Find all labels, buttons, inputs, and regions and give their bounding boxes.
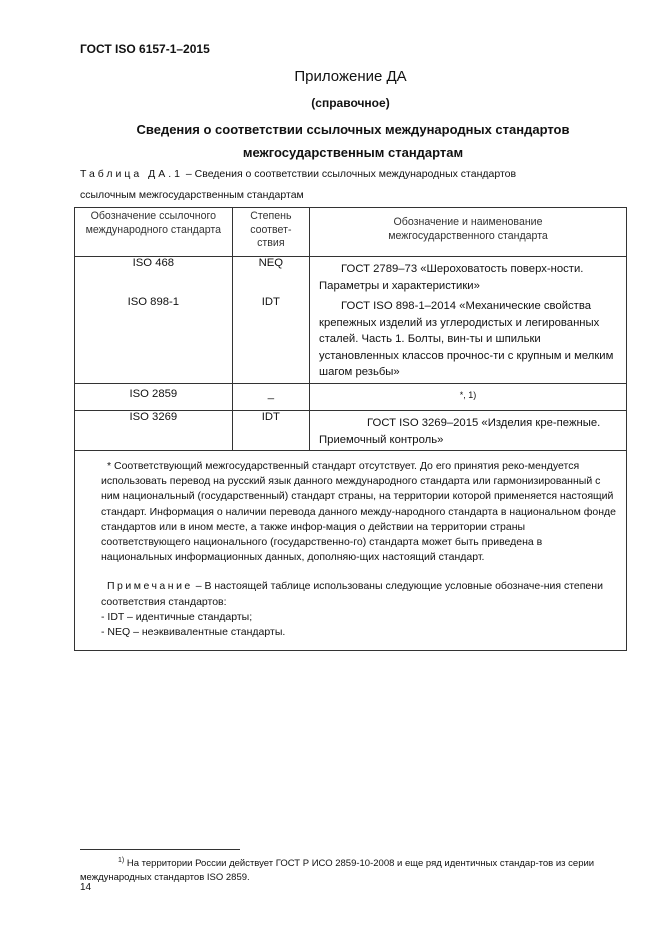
header-international: Обозначение ссылочного международного стандарта — [75, 208, 233, 257]
cell-intl: ISO 2859 — [75, 383, 233, 411]
table-row — [75, 411, 627, 451]
footnote-marker: 1) — [118, 857, 125, 864]
table-row — [75, 257, 627, 297]
footnote-separator — [80, 849, 240, 850]
heading-line-1: Сведения о соответствии ссылочных международных стандартов — [136, 122, 570, 137]
table-header-row — [75, 208, 627, 257]
cell-interstate: ГОСТ ISO 3269–2015 «Изделия кре-пежные. Приемочный контроль» — [310, 411, 627, 451]
note-text: – В настоящей таблице использованы следующие условные обозначе-ния степени соответствия стандартов: — [101, 580, 603, 608]
footnote-text: На территории России действует ГОСТ Р ИСО 2859-10-2008 и еще ряд идентичных стандар-тов из серии международных стандартов ISO 2859. — [80, 858, 595, 884]
page-number: 14 — [80, 882, 92, 893]
table-caption-text-1: Сведения о соответствии ссылочных международных стандартов — [194, 168, 517, 180]
table-note — [101, 579, 616, 609]
note-item-idt: - IDT – идентичные стандарты; — [101, 610, 253, 623]
table-notes-row — [75, 451, 627, 651]
table-caption-text-2: ссылочным межгосударственным стандартам — [80, 189, 304, 201]
header-degree: Степень соответ-ствия — [232, 208, 309, 257]
table-row — [75, 296, 627, 383]
cell-degree: NEQ — [232, 257, 309, 297]
cell-interstate: ГОСТ ISO 898-1–2014 «Механические свойства крепежных изделий из углеродистых и легированных сталей. Часть 1. Болты, вин-ты и шпильки установленных классов прочнос-ти с крупным и мелким шагом резьбы» — [310, 296, 627, 383]
cell-intl: ISO 468 — [75, 257, 233, 297]
table-row — [75, 383, 627, 411]
header-interstate: Обозначение и наименование межгосударственного стандарта — [310, 208, 627, 257]
cell-intl: ISO 898-1 — [75, 296, 233, 383]
heading-line-2: межгосударственным стандартам — [242, 145, 464, 160]
table-caption — [80, 164, 626, 206]
appendix-heading — [80, 118, 626, 164]
star-footnote: * Соответствующий межгосударственный стандарт отсутствует. До его принятия реко-мендуется использовать перевод на русский язык данного международного стандарта или гармонизированный с ним национальный (государственный) стандарт страны, на территории которой применяется настоящий стандарт. Информация о наличии перевода данного между-народного стандарта в национальном фонде стандартов или в ином месте, а также инфор-мация о действии на территории страны соответствующего национального (государственно-го) стандарта может быть приведена в национальных информационных данных, дополняю-щих настоящий стандарт. — [101, 460, 617, 564]
table-notes — [75, 451, 627, 651]
cell-degree: IDT — [232, 296, 309, 383]
cell-interstate: ГОСТ 2789–73 «Шероховатость поверх-ности. Параметры и характеристики» — [310, 257, 627, 297]
note-item-neq: - NEQ – неэквивалентные стандарты. — [101, 626, 286, 639]
cell-degree: _ — [232, 383, 309, 411]
cell-intl: ISO 3269 — [75, 411, 233, 451]
document-header: ГОСТ ISO 6157-1–2015 — [80, 42, 210, 56]
cell-interstate: *, 1) — [310, 383, 627, 411]
note-label: Примечание — [107, 580, 193, 593]
appendix-subtitle: (справочное) — [311, 96, 390, 110]
table-caption-label: Таблица ДА.1 — [80, 168, 183, 180]
page-footnote — [80, 854, 626, 885]
cell-degree: IDT — [232, 411, 309, 451]
table-caption-dash: – — [182, 168, 195, 180]
correspondence-table — [74, 207, 627, 651]
appendix-title: Приложение ДА — [294, 68, 407, 85]
